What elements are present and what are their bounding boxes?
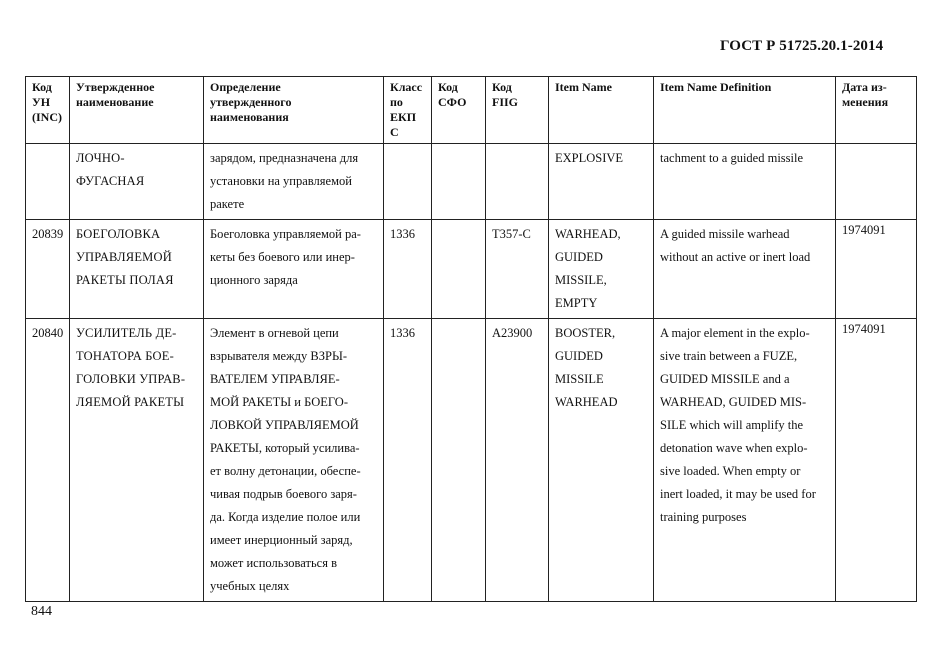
table-row (26, 144, 917, 220)
cell-line: ВАТЕЛЕМ УПРАВЛЯЕ- (210, 372, 340, 386)
table-row (26, 319, 917, 602)
table-header-row (26, 77, 917, 144)
sfo-cell (432, 220, 486, 319)
cell-line: установки на управляемой (210, 174, 352, 188)
cell-line: sive train between a FUZE, (660, 349, 798, 363)
column-header-fiig (486, 77, 549, 144)
cell-line: MISSILE (555, 372, 604, 386)
cell-line: training purposes (660, 510, 747, 524)
cell-line: A guided missile warhead (660, 227, 790, 241)
sfo-cell (432, 144, 486, 220)
class-cell (384, 144, 432, 220)
approved-name-cell (70, 144, 204, 220)
cell-line: A major element in the explo- (660, 326, 810, 340)
cell-line: РАКЕТЫ ПОЛАЯ (76, 273, 174, 287)
class-cell: 1336 (384, 319, 432, 602)
change-date-cell: 1974091 (836, 220, 917, 319)
header-line: СФО (438, 95, 467, 109)
cell-line: GUIDED (555, 250, 603, 264)
header-line: наименования (210, 110, 289, 124)
column-header-class (384, 77, 432, 144)
approved-name-cell (70, 319, 204, 602)
cell-line: ет волну детонации, обеспе- (210, 464, 361, 478)
cell-line: ЛЯЕМОЙ РАКЕТЫ (76, 395, 185, 409)
header-line: С (390, 125, 399, 139)
column-header-item-name (549, 77, 654, 144)
fiig-cell: A23900 (486, 319, 549, 602)
header-line: Класс (390, 80, 423, 94)
column-header-approved-name (70, 77, 204, 144)
item-name-definition-cell (654, 319, 836, 602)
cell-line: зарядом, предназначена для (210, 151, 359, 165)
cell-line: ФУГАСНАЯ (76, 174, 145, 188)
column-header-item-name-definition (654, 77, 836, 144)
header-line: Код (438, 80, 458, 94)
approved-name-cell (70, 220, 204, 319)
cell-line: РАКЕТЫ, который усилива- (210, 441, 360, 455)
standard-designation: ГОСТ Р 51725.20.1-2014 (720, 38, 884, 54)
cell-line: SILE which will amplify the (660, 418, 804, 432)
header-line: Код (492, 80, 512, 94)
header-line: Item Name (555, 80, 612, 94)
header-line: Утвержденное (76, 80, 155, 94)
cell-line: sive loaded. When empty or (660, 464, 801, 478)
item-name-cell (549, 144, 654, 220)
cell-line: да. Когда изделие полое или (210, 510, 361, 524)
catalog-table (25, 76, 917, 602)
inc-cell: 20839 (26, 220, 70, 319)
header-line: Item Name Definition (660, 80, 772, 94)
cell-line: чивая подрыв боевого заря- (210, 487, 357, 501)
column-header-sfo (432, 77, 486, 144)
cell-line: without an active or inert load (660, 250, 811, 264)
cell-line: УПРАВЛЯЕМОЙ (76, 250, 172, 264)
change-date-cell (836, 144, 917, 220)
header-line: по (390, 95, 403, 109)
header-line: утвержденного (210, 95, 292, 109)
change-date-cell: 1974091 (836, 319, 917, 602)
cell-line: tachment to a guided missile (660, 151, 804, 165)
cell-line: Боеголовка управляемой ра- (210, 227, 361, 241)
cell-line: ракете (210, 197, 245, 211)
cell-line: Элемент в огневой цепи (210, 326, 339, 340)
fiig-cell: T357-C (486, 220, 549, 319)
item-name-definition-cell (654, 144, 836, 220)
header-line: УН (32, 95, 51, 109)
definition-cell (204, 319, 384, 602)
cell-line: EXPLOSIVE (555, 151, 624, 165)
definition-cell (204, 144, 384, 220)
cell-line: WARHEAD, GUIDED MIS- (660, 395, 807, 409)
cell-line: кеты без боевого или инер- (210, 250, 355, 264)
cell-line: может использоваться в (210, 556, 337, 570)
cell-line: GUIDED (555, 349, 603, 363)
item-name-definition-cell (654, 220, 836, 319)
header-line: наименование (76, 95, 154, 109)
page-number: 844 (31, 604, 52, 619)
cell-line: GUIDED MISSILE and a (660, 372, 790, 386)
header-line: Определение (210, 80, 281, 94)
header-line: (INC) (32, 110, 62, 124)
header-line: ЕКП (390, 110, 417, 124)
cell-line: ТОНАТОРА БОЕ- (76, 349, 174, 363)
header-line: Код (32, 80, 52, 94)
definition-cell (204, 220, 384, 319)
cell-line: detonation wave when explo- (660, 441, 808, 455)
table-row (26, 220, 917, 319)
cell-line: МОЙ РАКЕТЫ и БОЕГО- (210, 395, 348, 409)
header-line: FIIG (492, 95, 519, 109)
cell-line: ГОЛОВКИ УПРАВ- (76, 372, 186, 386)
item-name-cell (549, 220, 654, 319)
column-header-change-date (836, 77, 917, 144)
cell-line: учебных целях (210, 579, 290, 593)
cell-line: имеет инерционный заряд, (210, 533, 353, 547)
cell-line: EMPTY (555, 296, 598, 310)
cell-line: inert loaded, it may be used for (660, 487, 816, 501)
cell-line: БОЕГОЛОВКА (76, 227, 161, 241)
column-header-inc (26, 77, 70, 144)
sfo-cell (432, 319, 486, 602)
cell-line: WARHEAD, (555, 227, 621, 241)
cell-line: ЛОЧНО- (76, 151, 125, 165)
header-line: менения (842, 95, 889, 109)
inc-cell (26, 144, 70, 220)
class-cell: 1336 (384, 220, 432, 319)
fiig-cell (486, 144, 549, 220)
cell-line: ционного заряда (210, 273, 298, 287)
cell-line: MISSILE, (555, 273, 607, 287)
cell-line: WARHEAD (555, 395, 618, 409)
inc-cell: 20840 (26, 319, 70, 602)
item-name-cell (549, 319, 654, 602)
cell-line: ЛОВКОЙ УПРАВЛЯЕМОЙ (210, 418, 359, 432)
cell-line: взрывателя между ВЗРЫ- (210, 349, 348, 363)
header-line: Дата из- (842, 80, 887, 94)
cell-line: BOOSTER, (555, 326, 616, 340)
column-header-definition (204, 77, 384, 144)
cell-line: УСИЛИТЕЛЬ ДЕ- (76, 326, 177, 340)
